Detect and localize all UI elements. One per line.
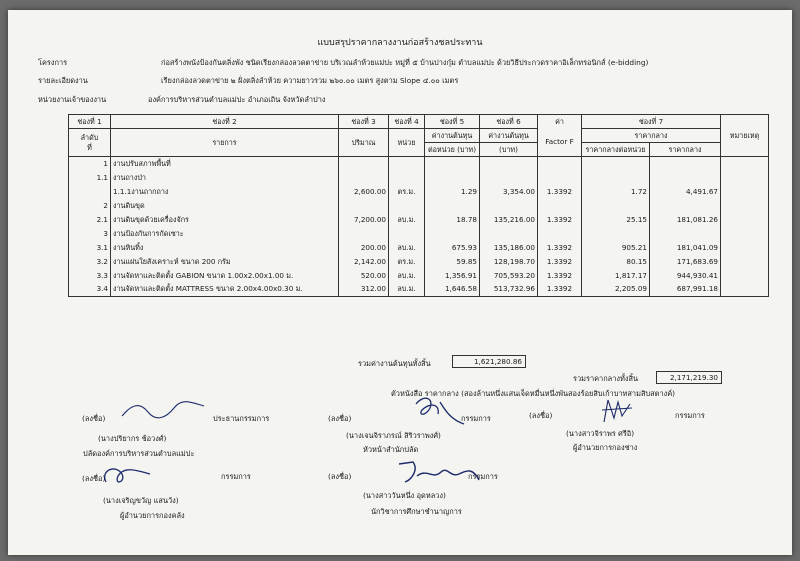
col-header-unit: หน่วย: [389, 129, 425, 157]
row-item: งานป้องกันการกัดเซาะ: [111, 227, 339, 241]
row-note: [721, 199, 769, 213]
row-item: งานหินทิ้ง: [111, 241, 339, 255]
row-unit: ลบ.ม.: [389, 213, 425, 227]
row-unit: ตร.ม.: [389, 185, 425, 199]
row-ref-unit: [582, 227, 650, 241]
row-ref-total: [650, 199, 721, 213]
row-no: 3.1: [69, 241, 111, 255]
col-header-3: ช่องที่ 3: [339, 115, 389, 129]
row-note: [721, 241, 769, 255]
row-note: [721, 227, 769, 241]
row-factor: [538, 171, 582, 185]
row-no: 2: [69, 199, 111, 213]
row-item: 1.1.1งานถากถาง: [111, 185, 339, 199]
row-ref-total: 944,930.41: [650, 269, 721, 283]
col-header-6: ช่องที่ 6: [480, 115, 538, 129]
table-row: [69, 227, 769, 241]
owner-label: หน่วยงานเจ้าของงาน: [38, 95, 107, 104]
row-ref-unit: 1,817.17: [582, 269, 650, 283]
row-unit-cost: 675.93: [425, 241, 480, 255]
col-header-5: ช่องที่ 5: [425, 115, 480, 129]
table-row: [69, 199, 769, 213]
col-header-no: [69, 129, 111, 157]
col-header-note: หมายเหตุ: [721, 115, 769, 157]
row-factor: 1.3392: [538, 241, 582, 255]
col-header-ref-unit: ราคากลางต่อหน่วย: [582, 143, 650, 157]
row-factor: [538, 157, 582, 171]
signature-scribble-3: [598, 396, 638, 426]
row-item: งานจัดหาและติดตั้ง GABION ขนาด 1.00x2.00x1.00 ม.: [111, 269, 339, 283]
row-qty: 2,142.00: [339, 255, 389, 269]
row-cost: [480, 227, 538, 241]
row-no: 3.4: [69, 283, 111, 297]
sign-name-2: (นางเจนจิราภรณ์ สิริวราพงศ์): [346, 431, 441, 440]
row-unit-cost: 18.78: [425, 213, 480, 227]
col-header-2: ช่องที่ 2: [111, 115, 339, 129]
row-cost: 3,354.00: [480, 185, 538, 199]
table-row: [69, 185, 769, 199]
table-row: [69, 157, 769, 171]
row-item: งานปรับสภาพพื้นที่: [111, 157, 339, 171]
row-cost: 705,593.20: [480, 269, 538, 283]
row-cost: [480, 199, 538, 213]
sign-role-5: กรรมการ: [468, 472, 498, 481]
row-unit-cost: 59.85: [425, 255, 480, 269]
row-item: งานถางป่า: [111, 171, 339, 185]
row-unit: ลบ.ม.: [389, 241, 425, 255]
row-cost: 135,216.00: [480, 213, 538, 227]
row-unit: [389, 157, 425, 171]
row-no: 1: [69, 157, 111, 171]
col-header-unit-cost-2: ต่อหน่วย (บาท): [425, 143, 480, 157]
row-ref-unit: 1.72: [582, 185, 650, 199]
row-unit: ลบ.ม.: [389, 283, 425, 297]
sign-position-4: ผู้อำนวยการกองคลัง: [120, 511, 185, 520]
row-no: 3.3: [69, 269, 111, 283]
table-row: [69, 241, 769, 255]
row-factor: 1.3392: [538, 255, 582, 269]
project-value: ก่อสร้างพนังป้องกันตลิ่งพัง ชนิดเรียงกล่องลวดตาข่าย บริเวณลำห้วยแม่ปะ หมู่ที่ ๕ บ้านปางกุ๋ม ตำบลแม่ปะ ด้วยวิธีประกวดราคาอิเล็กทรอนิกส์ (e-bidding): [161, 58, 649, 67]
row-ref-unit: 905.21: [582, 241, 650, 255]
row-item: งานดินขุด: [111, 199, 339, 213]
row-ref-total: 181,041.09: [650, 241, 721, 255]
row-qty: [339, 227, 389, 241]
row-factor: 1.3392: [538, 283, 582, 297]
row-qty: 312.00: [339, 283, 389, 297]
col-header-ref-total: ราคากลาง: [650, 143, 721, 157]
row-ref-total: [650, 171, 721, 185]
row-ref-unit: 25.15: [582, 213, 650, 227]
sign-label-3: (ลงชื่อ): [529, 411, 553, 420]
row-unit: [389, 199, 425, 213]
row-no: 3.2: [69, 255, 111, 269]
sign-name-5: (นางสาววันหนึ่ง อุดหลวง): [363, 491, 446, 500]
row-factor: [538, 199, 582, 213]
sign-position-3: ผู้อำนวยการกองช่าง: [573, 443, 638, 452]
price-table: [68, 114, 769, 297]
row-qty: 520.00: [339, 269, 389, 283]
price-in-words: ตัวหนังสือ ราคากลาง (สองล้านหนึ่งแสนเจ็ดหมื่นหนึ่งพันสองร้อยสิบเก้าบาทสามสิบสตางค์): [391, 389, 676, 398]
sign-name-1: (นางปริยากร ช้อวงศ์): [98, 434, 167, 443]
row-no: [69, 185, 111, 199]
table-row: [69, 255, 769, 269]
row-ref-total: 171,683.69: [650, 255, 721, 269]
sign-position-5: นักวิชาการศึกษาชำนาญการ: [371, 507, 462, 516]
row-qty: 200.00: [339, 241, 389, 255]
row-unit-cost: [425, 227, 480, 241]
col-header-cost: ค่างานต้นทุน: [480, 129, 538, 143]
sign-role-1: ประธานกรรมการ: [213, 414, 270, 423]
col-header-7: ช่องที่ 7: [582, 115, 721, 129]
project-label: โครงการ: [38, 58, 68, 67]
sign-label-4: (ลงชื่อ): [82, 474, 106, 483]
sign-label-5: (ลงชื่อ): [328, 472, 352, 481]
row-note: [721, 283, 769, 297]
row-factor: 1.3392: [538, 213, 582, 227]
row-ref-unit: 2,205.09: [582, 283, 650, 297]
row-ref-unit: [582, 199, 650, 213]
row-unit-cost: [425, 171, 480, 185]
col-header-unit-cost: ค่างานต้นทุน: [425, 129, 480, 143]
row-no: 1.1: [69, 171, 111, 185]
row-unit: [389, 171, 425, 185]
detail-value: เรียงกล่องลวดตาข่าย ๒ ฝั่งตลิ่งลำห้วย ความยาวรวม ๒๖๐.๐๐ เมตร สูงตาม Slope ๔.๐๐ เมตร: [161, 76, 459, 85]
row-unit-cost: [425, 199, 480, 213]
sign-role-4: กรรมการ: [221, 472, 251, 481]
sign-label-2: (ลงชื่อ): [328, 414, 352, 423]
row-qty: 2,600.00: [339, 185, 389, 199]
signature-scribble-5: [393, 458, 483, 488]
row-cost: [480, 171, 538, 185]
row-item: งานดินขุดด้วยเครื่องจักร: [111, 213, 339, 227]
sign-position-2: หัวหน้าสำนักปลัด: [363, 445, 419, 454]
row-qty: [339, 171, 389, 185]
col-header-factor-f: Factor F: [538, 129, 582, 157]
col-header-factor: ค่า: [538, 115, 582, 129]
row-note: [721, 255, 769, 269]
row-qty: [339, 199, 389, 213]
col-header-4: ช่องที่ 4: [389, 115, 425, 129]
row-unit-cost: 1,356.91: [425, 269, 480, 283]
sign-role-3: กรรมการ: [675, 411, 705, 420]
row-ref-unit: [582, 157, 650, 171]
row-unit-cost: [425, 157, 480, 171]
row-unit-cost: 1.29: [425, 185, 480, 199]
sign-name-4: (นางเจริญขวัญ แสนวัง): [103, 496, 179, 505]
row-ref-total: 4,491.67: [650, 185, 721, 199]
col-header-item: รายการ: [111, 129, 339, 157]
row-factor: 1.3392: [538, 185, 582, 199]
row-note: [721, 269, 769, 283]
row-ref-unit: [582, 171, 650, 185]
table-row: [69, 171, 769, 185]
row-note: [721, 171, 769, 185]
col-header-qty: ปริมาณ: [339, 129, 389, 157]
sign-name-3: (นางสาวจิราพร ศรีอิ): [566, 429, 635, 438]
row-ref-unit: 80.15: [582, 255, 650, 269]
row-unit-cost: 1,646.58: [425, 283, 480, 297]
row-cost: 128,198.70: [480, 255, 538, 269]
sign-role-2: กรรมการ: [461, 414, 491, 423]
row-no: 3: [69, 227, 111, 241]
detail-label: รายละเอียดงาน: [38, 76, 88, 85]
row-unit: ตร.ม.: [389, 255, 425, 269]
col-header-no-line1: ลำดับ: [80, 132, 99, 142]
row-cost: 135,186.00: [480, 241, 538, 255]
signature-scribble-2: [410, 394, 470, 428]
row-ref-total: 181,081.26: [650, 213, 721, 227]
row-ref-total: [650, 157, 721, 171]
row-factor: [538, 227, 582, 241]
row-no: 2.1: [69, 213, 111, 227]
table-row: [69, 283, 769, 297]
col-header-1: ช่องที่ 1: [69, 115, 111, 129]
row-ref-total: [650, 227, 721, 241]
document-title: แบบสรุปราคากลางงานก่อสร้างชลประทาน: [317, 38, 483, 48]
document-page: [8, 10, 792, 555]
row-unit: ลบ.ม.: [389, 269, 425, 283]
sum-cost-value: 1,621,280.86: [452, 355, 526, 368]
row-qty: [339, 157, 389, 171]
sign-label-1: (ลงชื่อ): [82, 414, 106, 423]
signature-scribble-1: [118, 398, 208, 422]
sum-ref-value: 2,171,219.30: [656, 371, 722, 384]
row-note: [721, 157, 769, 171]
col-header-no-line2: ที่: [87, 142, 92, 152]
col-header-ref: ราคากลาง: [582, 129, 721, 143]
col-header-cost-2: (บาท): [480, 143, 538, 157]
sum-cost-label: รวมค่างานต้นทุนทั้งสิ้น: [358, 359, 431, 368]
row-note: [721, 213, 769, 227]
owner-value: องค์การบริหารส่วนตำบลแม่ปะ อำเภอเถิน จังหวัดลำปาง: [148, 95, 326, 104]
row-cost: 513,732.96: [480, 283, 538, 297]
sign-position-1: ปลัดองค์การบริหารส่วนตำบลแม่ปะ: [83, 449, 195, 458]
row-item: งานจัดหาและติดตั้ง MATTRESS ขนาด 2.00x4.00x0.30 ม.: [111, 283, 339, 297]
signature-scribble-4: [96, 462, 156, 492]
row-unit: [389, 227, 425, 241]
row-ref-total: 687,991.18: [650, 283, 721, 297]
row-factor: 1.3392: [538, 269, 582, 283]
sum-ref-label: รวมราคากลางทั้งสิ้น: [573, 374, 639, 383]
row-qty: 7,200.00: [339, 213, 389, 227]
table-row: [69, 269, 769, 283]
row-cost: [480, 157, 538, 171]
row-note: [721, 185, 769, 199]
row-item: งานแผ่นใยสังเคราะห์ ขนาด 200 กรัม: [111, 255, 339, 269]
table-row: [69, 213, 769, 227]
